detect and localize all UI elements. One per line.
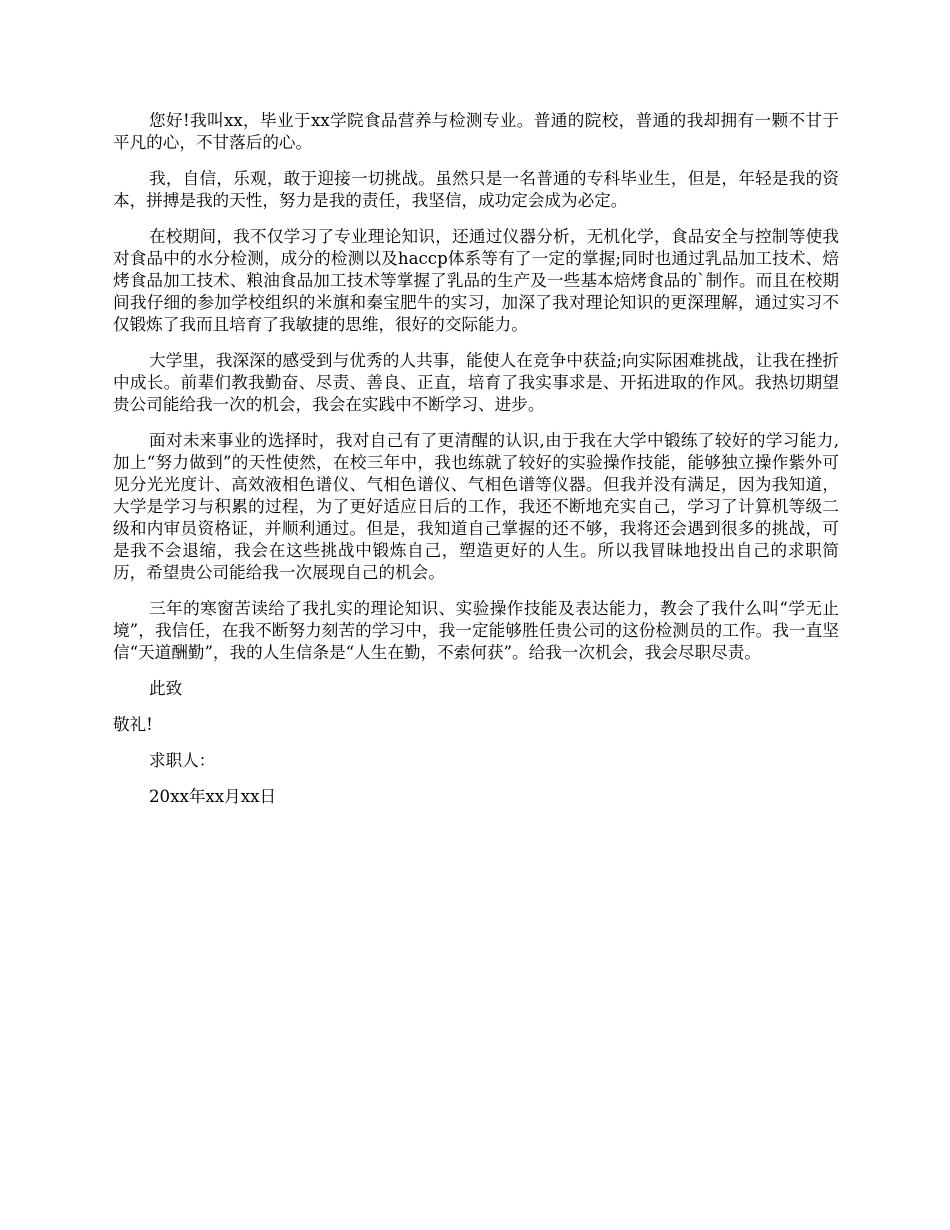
signature-label: 求职人：	[149, 751, 216, 770]
paragraph-intro: 您好!我叫xx，毕业于xx学院食品营养与检测专业。普通的院校，普通的我却拥有一颗不甘于平凡的心，不甘落后的心。	[113, 111, 839, 152]
salutation: 敬礼!	[113, 715, 153, 734]
paragraph-university-experience: 大学里，我深深的感受到与优秀的人共事，能使人在竞争中获益;向实际困难挑战，让我在挫折中成长。前辈们教我勤奋、尽责、善良、正直，培育了我实事求是、开拓进取的作风。我热切期望贵公司能给我一次的机会，我会在实践中不断学习、进步。	[113, 351, 839, 414]
letter-date: 20xx年xx月xx日	[149, 787, 277, 806]
paragraph-school-study: 在校期间，我不仅学习了专业理论知识，还通过仪器分析，无机化学，食品安全与控制等使我对食品中的水分检测，成分的检测以及haccp体系等有了一定的掌握;同时也通过乳品加工技术、焙烤食品加工技术、粮油食品加工技术等掌握了乳品的生产及一些基本焙烤食品的`制作。而且在校期间我仔细的参加学校组织的米旗和秦宝肥牛的实习，加深了我对理论知识的更深理解，通过实习不仅锻炼了我而且培育了我敏捷的思维，很好的交际能力。	[113, 227, 839, 334]
closing-line: 此致	[149, 679, 183, 698]
paragraph-conclusion: 三年的寒窗苦读给了我扎实的理论知识、实验操作技能及表达能力，教会了我什么叫“学无止境”，我信任，在我不断努力刻苦的学习中，我一定能够胜任贵公司的这份检测员的工作。我一直坚信“天道酬勤”，我的人生信条是“人生在勤，不索何获”。给我一次机会，我会尽职尽责。	[113, 599, 839, 662]
letter-page	[113, 110, 839, 822]
paragraph-self-description: 我，自信，乐观，敢于迎接一切挑战。虽然只是一名普通的专科毕业生，但是，年轻是我的资本，拼搏是我的天性，努力是我的责任，我坚信，成功定会成为必定。	[113, 169, 839, 210]
paragraph-career-choice: 面对未来事业的选择时，我对自己有了更清醒的认识,由于我在大学中锻练了较好的学习能力,加上“努力做到”的天性使然，在校三年中，我也练就了较好的实验操作技能，能够独立操作紫外可见分光光度计、高效液相色谱仪、气相色谱仪、气相色谱等仪器。但我并没有满足，因为我知道，大学是学习与积累的过程，为了更好适应日后的工作，我还不断地充实自己，学习了计算机等级二级和内审员资格证，并顺利通过。但是，我知道自己掌握的还不够，我将还会遇到很多的挑战，可是我不会退缩，我会在这些挑战中锻炼自己，塑造更好的人生。所以我冒昧地投出自己的求职简历，希望贵公司能给我一次展现自己的机会。	[113, 431, 839, 582]
